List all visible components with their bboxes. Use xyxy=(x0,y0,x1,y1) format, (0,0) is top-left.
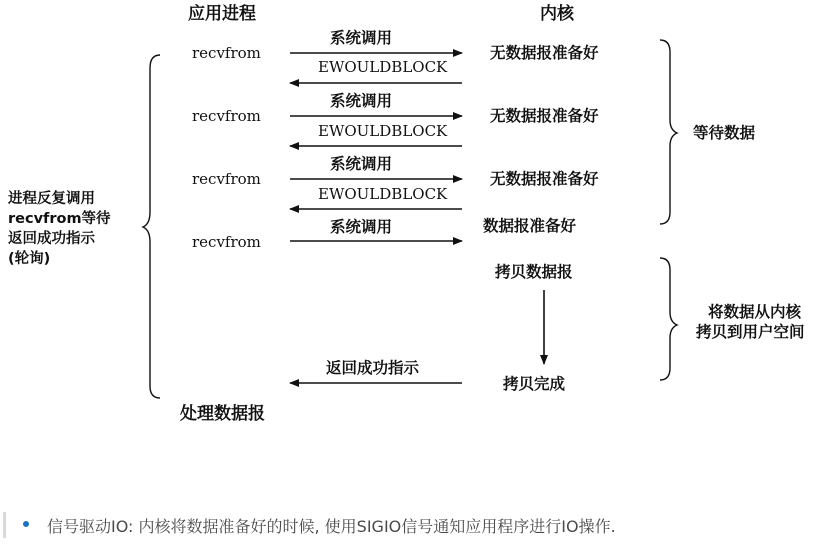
left-note-line-4: (轮询) xyxy=(8,251,51,267)
wait-phase-label: 等待数据 xyxy=(693,124,756,142)
bullet-text: 信号驱动IO: 内核将数据准备好的时候, 使用SIGIO信号通知应用程序进行IO操作. xyxy=(47,517,616,536)
ewouldblock-label-1: EWOULDBLOCK xyxy=(318,58,448,76)
copy-datagram-label: 拷贝数据报 xyxy=(495,263,573,281)
copy-done-label: 拷贝完成 xyxy=(503,375,566,393)
bullet-item xyxy=(0,506,835,544)
return-success-label: 返回成功指示 xyxy=(326,359,420,377)
left-brace xyxy=(143,55,160,398)
wait-phase-brace xyxy=(660,40,677,224)
recvfrom-call-4: recvfrom xyxy=(192,233,261,251)
ewouldblock-label-2: EWOULDBLOCK xyxy=(318,122,448,140)
syscall-label-3: 系统调用 xyxy=(330,155,393,173)
ewouldblock-label-3: EWOULDBLOCK xyxy=(318,185,448,203)
quote-bar xyxy=(3,512,6,538)
kernel-status-2: 无数据报准备好 xyxy=(490,107,599,125)
bullet-dot-icon xyxy=(23,521,29,527)
left-note-line-1: 进程反复调用 xyxy=(8,191,95,207)
syscall-label-2: 系统调用 xyxy=(330,92,393,110)
recvfrom-call-2: recvfrom xyxy=(192,107,261,125)
left-note-line-2: recvfrom等待 xyxy=(8,211,111,227)
process-datagram-label: 处理数据报 xyxy=(180,404,265,424)
left-note-line-3: 返回成功指示 xyxy=(8,231,95,247)
kernel-status-ready: 数据报准备好 xyxy=(483,217,577,235)
recvfrom-call-1: recvfrom xyxy=(192,44,261,62)
recvfrom-call-3: recvfrom xyxy=(192,170,261,188)
syscall-label-1: 系统调用 xyxy=(330,29,393,47)
app-process-header: 应用进程 xyxy=(188,4,256,24)
kernel-header: 内核 xyxy=(540,4,574,24)
syscall-label-4: 系统调用 xyxy=(330,218,393,236)
kernel-status-3: 无数据报准备好 xyxy=(490,170,599,188)
copy-phase-brace xyxy=(660,258,677,380)
copy-phase-line-1: 将数据从内核 xyxy=(708,303,802,321)
copy-phase-line-2: 拷贝到用户空间 xyxy=(696,323,805,341)
kernel-status-1: 无数据报准备好 xyxy=(490,44,599,62)
